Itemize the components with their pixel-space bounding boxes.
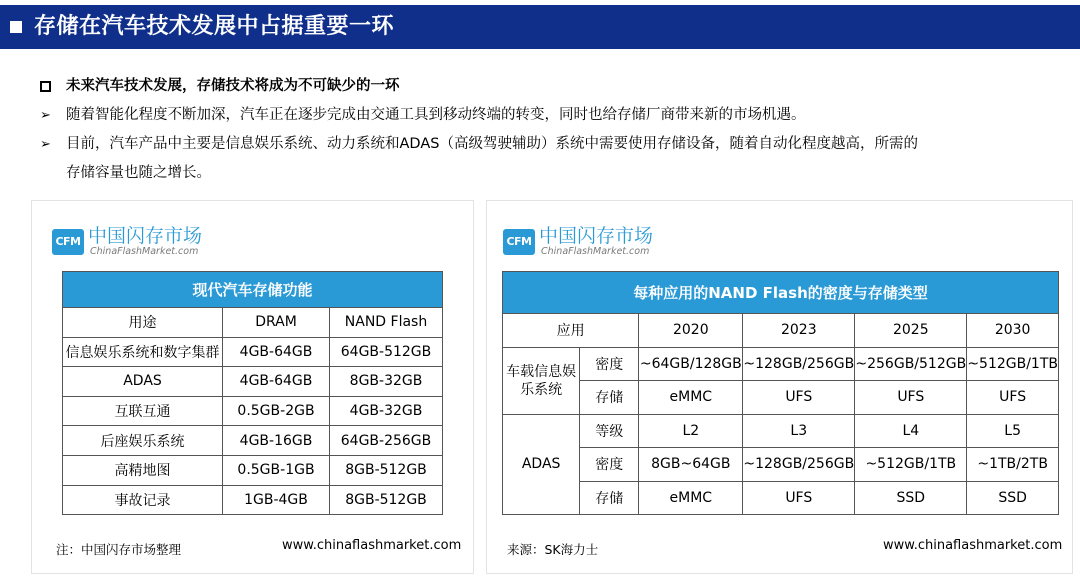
table-cell: eMMC <box>639 481 743 515</box>
table-cell: 64GB-256GB <box>330 426 443 456</box>
table-cell: 信息娱乐系统和数字集群 <box>63 337 223 367</box>
column-header: NAND Flash <box>330 308 443 338</box>
bullet-item <box>40 72 1060 101</box>
table-cell: 0.5GB-1GB <box>223 455 330 485</box>
table-cell: UFS <box>743 381 855 415</box>
table-cell: 后座娱乐系统 <box>63 426 223 456</box>
column-header: 应用 <box>503 314 639 348</box>
logo-name-en: ChinaFlashMarket.com <box>90 246 199 257</box>
left-panel <box>31 200 474 574</box>
title-bar <box>0 5 1080 49</box>
bullet-text-continuation: 存储容量也随之增长。 <box>66 165 211 181</box>
table-row <box>503 381 1059 415</box>
table-cell: L5 <box>967 414 1059 448</box>
table-row <box>503 347 1059 381</box>
table-cell: L3 <box>743 414 855 448</box>
table-cell: L2 <box>639 414 743 448</box>
table-row <box>63 426 443 456</box>
group-label-line: 乐系统 <box>520 381 563 398</box>
square-bullet-icon <box>10 21 22 33</box>
table-cell: 高精地图 <box>63 455 223 485</box>
table-cell: 1GB-4GB <box>223 485 330 515</box>
table-title: 每种应用的NAND Flash的密度与存储类型 <box>503 272 1059 314</box>
bullet-text: 目前，汽车产品中主要是信息娱乐系统、动力系统和ADAS（高级驾驶辅助）系统中需要使用存储设备，随着自动化程度越高，所需的 <box>66 136 918 152</box>
row-label: 等级 <box>580 414 639 448</box>
table-row <box>503 414 1059 448</box>
table-header-row <box>63 308 443 338</box>
page-title: 存储在汽车技术发展中占据重要一环 <box>34 14 395 39</box>
bullet-list <box>40 72 1060 188</box>
table-cell: UFS <box>855 381 967 415</box>
row-label: 密度 <box>580 347 639 381</box>
table-cell: ~512GB/1TB <box>855 448 967 482</box>
table-cell: ~128GB/256GB <box>743 448 855 482</box>
table-row <box>63 367 443 397</box>
table-cell: 8GB~64GB <box>639 448 743 482</box>
table-note: 注：中国闪存市场整理 <box>56 542 182 557</box>
table-cell: 64GB-512GB <box>330 337 443 367</box>
table-row <box>63 396 443 426</box>
table-cell: ~256GB/512GB <box>855 347 967 381</box>
column-header: 2030 <box>967 314 1059 348</box>
row-label: 存储 <box>580 481 639 515</box>
table-row <box>63 337 443 367</box>
website-url: www.chinaflashmarket.com <box>282 538 462 553</box>
row-label: 密度 <box>580 448 639 482</box>
table-cell: 事故记录 <box>63 485 223 515</box>
checkbox-square-icon <box>40 72 60 103</box>
arrow-bullet-icon: ➢ <box>40 108 51 123</box>
table-cell: ~512GB/1TB <box>967 347 1059 381</box>
column-header: 2025 <box>855 314 967 348</box>
table-cell: UFS <box>967 381 1059 415</box>
table-cell: 4GB-64GB <box>223 337 330 367</box>
logo-name-en: ChinaFlashMarket.com <box>541 246 650 257</box>
group-label: ADAS <box>503 414 580 515</box>
table-cell: 4GB-64GB <box>223 367 330 397</box>
table-cell: 8GB-512GB <box>330 455 443 485</box>
column-header: 用途 <box>63 308 223 338</box>
table-cell: 0.5GB-2GB <box>223 396 330 426</box>
arrow-bullet-icon: ➢ <box>40 137 51 152</box>
column-header: 2020 <box>639 314 743 348</box>
nand-density-table <box>502 271 1059 515</box>
table-row <box>503 448 1059 482</box>
table-cell: ~1TB/2TB <box>967 448 1059 482</box>
right-panel <box>486 200 1073 574</box>
bullet-text: 随着智能化程度不断加深，汽车正在逐步完成由交通工具到移动终端的转变，同时也给存储厂商带来新的市场机遇。 <box>66 107 806 123</box>
table-title: 现代汽车存储功能 <box>63 272 443 308</box>
column-header: DRAM <box>223 308 330 338</box>
bullet-heading: 未来汽车技术发展，存储技术将成为不可缺少的一环 <box>66 78 400 94</box>
table-cell: 互联互通 <box>63 396 223 426</box>
table-cell: 8GB-32GB <box>330 367 443 397</box>
website-url: www.chinaflashmarket.com <box>883 538 1063 553</box>
table-cell: ~64GB/128GB <box>639 347 743 381</box>
table-row <box>63 485 443 515</box>
table-cell: 8GB-512GB <box>330 485 443 515</box>
logo-name-cn: 中国闪存市场 <box>539 225 654 247</box>
table-header-row <box>503 314 1059 348</box>
table-cell: SSD <box>855 481 967 515</box>
table-cell: 4GB-32GB <box>330 396 443 426</box>
row-label: 存储 <box>580 381 639 415</box>
table-row <box>63 455 443 485</box>
table-cell: eMMC <box>639 381 743 415</box>
table-row <box>503 481 1059 515</box>
table-source: 来源：SK海力士 <box>507 542 599 557</box>
group-label-line: 车载信息娱 <box>506 363 577 380</box>
table-cell: L4 <box>855 414 967 448</box>
cfm-logo-icon: CFM <box>503 229 535 255</box>
column-header: 2023 <box>743 314 855 348</box>
logo-name-cn: 中国闪存市场 <box>88 225 203 247</box>
storage-function-table <box>62 271 443 515</box>
bullet-item <box>40 130 1060 188</box>
bullet-item <box>40 101 1060 130</box>
group-label <box>503 347 580 414</box>
table-cell: UFS <box>743 481 855 515</box>
cfm-logo-icon: CFM <box>52 229 84 255</box>
table-cell: SSD <box>967 481 1059 515</box>
table-cell: 4GB-16GB <box>223 426 330 456</box>
table-cell: ~128GB/256GB <box>743 347 855 381</box>
table-cell: ADAS <box>63 367 223 397</box>
